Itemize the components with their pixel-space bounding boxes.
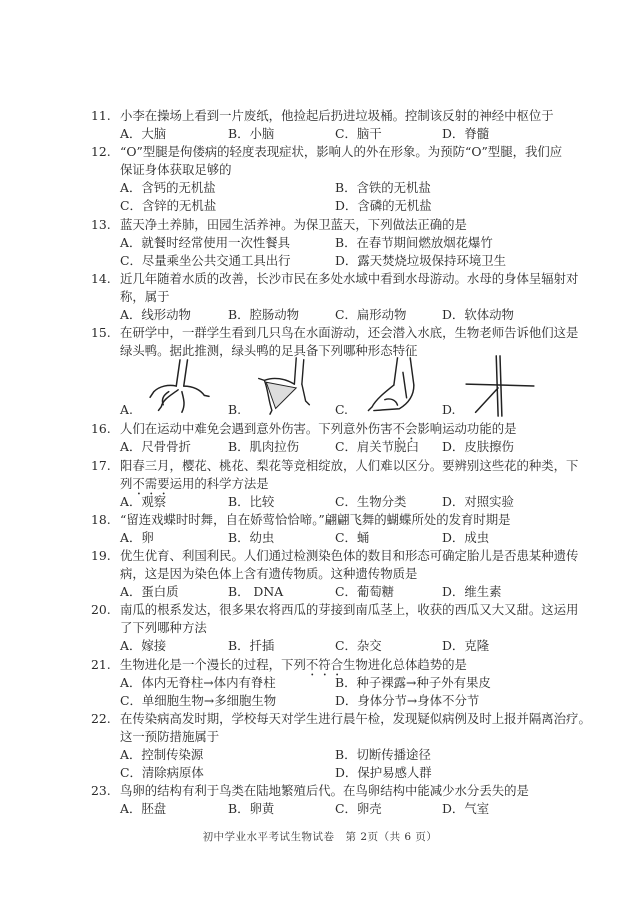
- option-c[interactable]: C．脑干: [335, 126, 382, 142]
- options-row: [0, 493, 640, 511]
- option-c[interactable]: C．尽量乘坐公共交通工具出行: [120, 252, 291, 268]
- option-b[interactable]: B．切断传播途径: [335, 747, 431, 762]
- question-20: [0, 601, 640, 655]
- stem-text: 优生优育、利国利民。人们通过检测染色体的数目和形态可确定胎儿是否患某种遗传: [120, 547, 579, 563]
- question-stem-line: [0, 565, 640, 583]
- question-19: [0, 547, 640, 601]
- option-b[interactable]: B．小脑: [228, 126, 275, 142]
- option-d[interactable]: D．成虫: [442, 529, 490, 545]
- question-number: 18.: [91, 511, 111, 527]
- emphasized-text: 不需要: [132, 475, 170, 491]
- option-c[interactable]: C．生物分类: [335, 493, 407, 509]
- stem-text: 这一预防措施属于: [120, 728, 220, 744]
- option-c[interactable]: C．蛹: [335, 529, 370, 545]
- option-d[interactable]: D．皮肤擦伤: [442, 439, 514, 455]
- option-c[interactable]: C．杂交: [335, 638, 382, 654]
- options-row: [0, 179, 640, 197]
- option-d[interactable]: D．身体分节→身体不分节: [335, 692, 480, 708]
- stem-text: “O”型腿是佝偻病的轻度表现症状，影响人的外在形象。为预防“O”型腿，我们应: [120, 144, 563, 160]
- option-d[interactable]: D．软体动物: [442, 307, 514, 323]
- perching-foot-figure: [460, 354, 540, 418]
- option-b[interactable]: B．幼虫: [228, 529, 275, 545]
- stem-text: 列: [120, 475, 133, 491]
- question-11: [0, 107, 640, 143]
- stem-text: 鸟卵的结构有利于鸟类在陆地繁殖后代。在鸟卵结构中能减少水分丢失的是: [120, 783, 529, 799]
- option-a[interactable]: A．大脑: [120, 126, 167, 142]
- option-c[interactable]: C．清除病原体: [120, 765, 204, 781]
- stem-text: 绿头鸭。据此推测，绿头鸭的足具备下列哪种形态特征: [120, 343, 418, 359]
- option-d[interactable]: D．气室: [442, 801, 490, 817]
- options-row: [0, 764, 640, 782]
- question-number: 20.: [91, 602, 111, 618]
- question-number: 15.: [91, 325, 111, 341]
- option-b[interactable]: B．比较: [228, 493, 275, 509]
- options-row: [0, 252, 640, 270]
- stem-text: 人们在运动中难免会遇到意外伤害。下列意外伤害: [120, 421, 393, 437]
- option-d[interactable]: D．维生素: [442, 584, 502, 600]
- options-row: [0, 125, 640, 143]
- options-row: [0, 529, 640, 547]
- stem-text: 保证身体获取足够的: [120, 162, 232, 178]
- question-number: 13.: [91, 216, 111, 232]
- option-c[interactable]: C．单细胞生物→多细胞生物: [120, 692, 277, 708]
- question-stem-line: [0, 161, 640, 179]
- question-number: 19.: [91, 547, 111, 563]
- question-number: 11.: [91, 108, 111, 123]
- option-b[interactable]: B．肌肉拉伤: [228, 439, 300, 455]
- option-d[interactable]: D．含磷的无机盐: [335, 198, 432, 214]
- question-number: 17.: [91, 457, 111, 473]
- question-number: 21.: [91, 656, 111, 672]
- question-18: [0, 511, 640, 547]
- option-a[interactable]: A．控制传染源: [120, 747, 204, 762]
- option-a[interactable]: A．就餐时经常使用一次性餐具: [120, 234, 291, 250]
- question-stem-line: [0, 475, 640, 493]
- option-label-c[interactable]: C.: [335, 402, 348, 418]
- options-row: [0, 583, 640, 601]
- option-label-b[interactable]: B.: [228, 402, 242, 418]
- options-row: [0, 692, 640, 710]
- question-22: [0, 710, 640, 782]
- question-17: [0, 457, 640, 511]
- option-c[interactable]: C．含锌的无机盐: [120, 198, 217, 214]
- question-14: [0, 270, 640, 324]
- option-label-a[interactable]: A.: [120, 402, 133, 418]
- stem-text: 小李在操场上看到一片废纸，他捡起后扔进垃圾桶。控制该反射的神经中枢位于: [120, 108, 554, 123]
- question-13: [0, 216, 640, 270]
- options-row: [0, 438, 640, 456]
- question-23: [0, 782, 640, 818]
- stem-text: “留连戏蝶时时舞，自在娇莺恰恰啼。”翩翩飞舞的蝴蝶所处的发育时期是: [120, 511, 511, 527]
- emphasized-text: 不符合: [305, 656, 344, 672]
- question-16: [0, 420, 640, 456]
- foot-figures: [0, 360, 640, 420]
- stem-text: 南瓜的根系发达，很多果农将西瓜的芽接到南瓜茎上，收获的西瓜又大又甜。这运用: [120, 602, 579, 618]
- option-d[interactable]: D．脊髓: [442, 126, 490, 142]
- options-row: [0, 800, 640, 818]
- option-a[interactable]: A．嫁接: [120, 638, 167, 654]
- option-b[interactable]: B．种子裸露→种子外有果皮: [335, 674, 491, 690]
- question-12: [0, 143, 640, 215]
- exam-page: [0, 107, 640, 818]
- option-b[interactable]: B．腔肠动物: [228, 307, 300, 323]
- question-stem-line: [0, 728, 640, 746]
- claw-foot-figure: [140, 358, 220, 416]
- option-c[interactable]: C．扁形动物: [335, 307, 407, 323]
- stem-text: 在传染病高发时期，学校每天对学生进行晨午检，发现疑似病例及时上报并隔离治疗。: [120, 710, 591, 726]
- option-a[interactable]: A．含钙的无机盐: [120, 180, 216, 196]
- options-row: [0, 674, 640, 692]
- stem-text: 了下列哪种方法: [120, 620, 207, 636]
- emphasized-text: 不会: [392, 421, 418, 437]
- option-a[interactable]: A．尺骨骨折: [120, 439, 191, 455]
- option-a[interactable]: A．蛋白质: [120, 584, 179, 600]
- stem-text: 在研学中，一群学生看到几只鸟在水面游动，还会潜入水底，生物老师告诉他们这是: [120, 325, 579, 341]
- options-row: [0, 637, 640, 655]
- option-a[interactable]: A．线形动物: [120, 307, 191, 323]
- option-a[interactable]: A．卵: [120, 529, 154, 545]
- question-number: 12.: [91, 144, 111, 160]
- question-stem-line: [0, 288, 640, 306]
- options-row: [0, 306, 640, 324]
- options-row: [0, 197, 640, 215]
- option-a[interactable]: A．体内无脊柱→体内有脊柱: [120, 674, 276, 690]
- wading-foot-figure: [350, 356, 435, 416]
- option-d[interactable]: D．克隆: [442, 638, 490, 654]
- option-b[interactable]: B．卵黄: [228, 801, 275, 817]
- question-number: 16.: [91, 421, 111, 437]
- question-number: 22.: [91, 710, 111, 726]
- stem-text: 称，属于: [120, 288, 170, 304]
- stem-text: 病，这是因为染色体上含有遗传物质。这种遗传物质是: [120, 566, 418, 582]
- page-footer: 初中学业水平考试生物试卷 第 2页（共 6 页）: [202, 831, 438, 843]
- webbed-foot-figure: [245, 356, 325, 416]
- question-15: [0, 324, 640, 420]
- option-b[interactable]: B． DNA: [228, 584, 284, 600]
- options-row: [0, 746, 640, 764]
- stem-text: 近几年随着水质的改善，长沙市民在多处水域中看到水母游动。水母的身体呈辐射对: [120, 270, 579, 286]
- stem-text: 影响运动功能的是: [417, 421, 517, 437]
- option-d[interactable]: D．露天焚烧垃圾保持环境卫生: [335, 252, 507, 268]
- stem-text: 生物进化是一个漫长的过程，下列: [120, 656, 306, 672]
- option-c[interactable]: C．卵壳: [335, 801, 382, 817]
- question-number: 14.: [91, 270, 111, 286]
- stem-text: 运用的科学方法是: [169, 475, 269, 491]
- option-b[interactable]: B．扦插: [228, 638, 275, 654]
- question-stem-line: [0, 619, 640, 637]
- stem-text: 蓝天净土养肺，田园生活养神。为保卫蓝天，下列做法正确的是: [120, 216, 467, 232]
- question-21: [0, 656, 640, 710]
- option-c[interactable]: C．肩关节脱臼: [335, 439, 419, 455]
- option-c[interactable]: C．葡萄糖: [335, 584, 395, 600]
- option-d[interactable]: D．对照实验: [442, 493, 514, 509]
- stem-text: 阳春三月，樱花、桃花、梨花等竞相绽放，人们难以区分。要辨别这些花的种类，下: [120, 457, 579, 473]
- option-label-d[interactable]: D.: [442, 402, 456, 418]
- option-a[interactable]: A．观察: [120, 493, 167, 509]
- question-number: 23.: [91, 783, 111, 799]
- option-b[interactable]: B．含铁的无机盐: [335, 180, 431, 196]
- stem-text: 生物进化总体趋势的是: [343, 656, 467, 672]
- options-row: [0, 234, 640, 252]
- option-d[interactable]: D．保护易感人群: [335, 765, 432, 781]
- option-b[interactable]: B．在春节期间燃放烟花爆竹: [335, 234, 493, 250]
- option-a[interactable]: A．胚盘: [120, 801, 167, 817]
